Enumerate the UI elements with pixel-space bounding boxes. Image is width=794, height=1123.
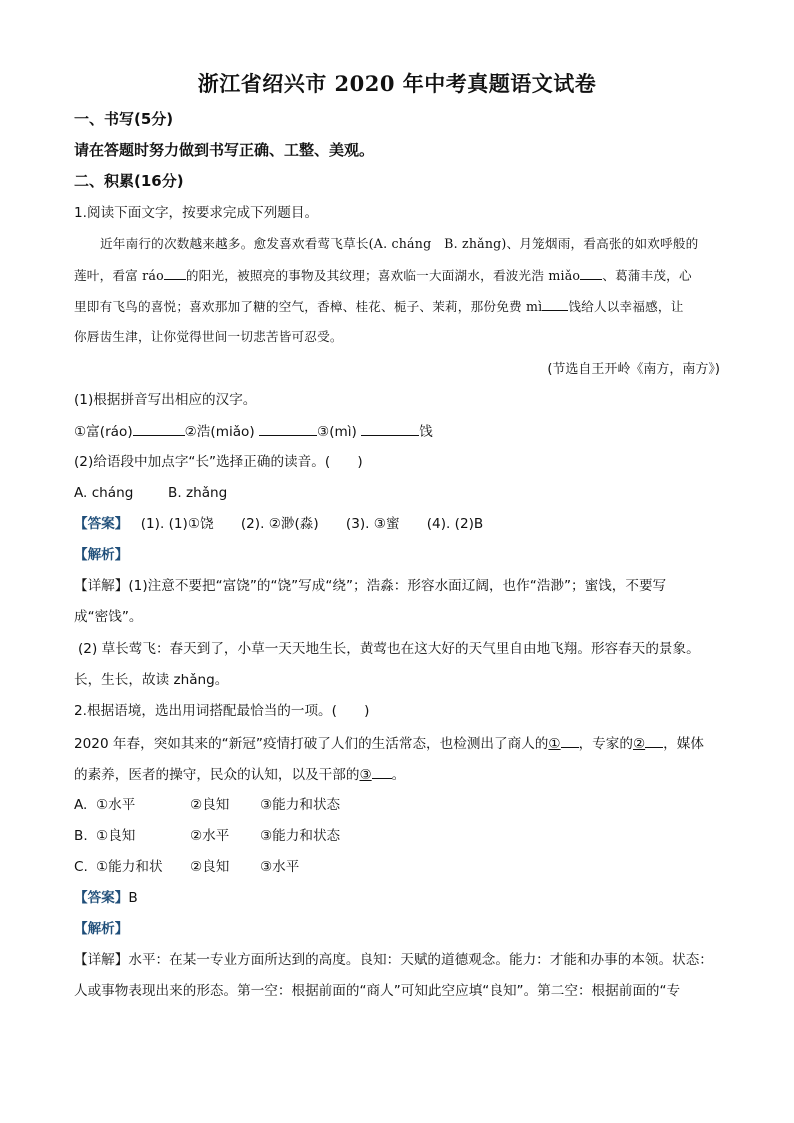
option-choice-1: ①能力和状 [96,859,163,875]
option-choice-1: ①水平 [96,797,136,813]
blank-marker-1: ① [548,736,561,752]
answer-blank-1[interactable] [133,421,185,436]
answer-label: 【答案】 [74,516,129,532]
context-blank-1[interactable] [561,733,579,748]
q2-option-a[interactable] [74,795,340,815]
context-text: 2020 年春，突如其来的“新冠”疫情打破了人们的生活常态，也检测出了商人的 [74,736,549,752]
option-choice-2: ②良知 [190,797,230,813]
q2-context-line-2 [74,764,405,785]
option-b[interactable]: B. zhǎng [168,485,228,501]
analysis-label: 【解析】 [74,921,129,937]
fill-label-2: ②浩(miǎo) [184,424,255,440]
option-choice-1: ①良知 [96,828,136,844]
blank-marker-2: ② [632,736,646,752]
q1-options [74,483,227,503]
passage-text: 饯给人以幸福感，让 [568,299,684,314]
blank-3[interactable] [542,296,568,311]
option-choice-2: ②水平 [190,828,230,844]
context-text: ，专家的 [578,736,633,752]
q1-detail-line-4: 长，生长，故读 zhǎng。 [74,672,229,688]
q2-answer [74,888,138,908]
option-letter: B. [74,828,88,844]
blank-marker-3: ③ [359,767,372,783]
option-letter: C. [74,859,88,875]
option-choice-3: ③能力和状态 [260,797,341,813]
q1-prompt: 1.阅读下面文字，按要求完成下列题目。 [74,205,319,221]
answer-label: 【答案】 [74,890,129,906]
q2-option-b[interactable] [74,826,340,846]
q1-detail-line-2: 成“密饯”。 [74,609,143,625]
section-1-instruction: 请在答题时努力做到书写正确、工整、美观。 [74,141,375,159]
fill-tail: 饯 [419,424,433,440]
fill-label-3: ③(mì) [317,424,357,440]
option-a[interactable]: A. cháng [74,485,134,501]
passage-text: 莲叶，看富 ráo [74,268,164,283]
passage-text: 、葛蒲丰茂，心 [602,268,692,283]
q1-analysis [74,545,128,565]
q1-source: (节选自王开岭《南方，南方》) [547,362,720,377]
option-choice-3: ③水平 [260,859,300,875]
answer-blank-2[interactable] [259,421,317,436]
q2-analysis [74,919,128,939]
section-2-heading: 二、积累(16分) [74,172,184,190]
page-title: 浙江省绍兴市 2020 年中考真题语文试卷 [197,71,597,96]
q1-passage-line-2 [74,265,692,286]
q2-context-line-1 [74,733,704,754]
q1-sub2: (2)给语段中加点字“长”选择正确的读音。( ) [74,454,363,470]
option-choice-2: ②良知 [190,859,230,875]
context-text: ，媒体 [663,736,704,752]
q1-detail-line-3: (2) 草长莺飞：春天到了，小草一天天地生长，黄莺也在这大好的天气里自由地飞翔。形容春天的景象。 [78,641,700,657]
option-letter: A. [74,797,88,813]
q1-passage-line-3 [74,296,684,317]
q1-answer [74,514,483,534]
answer-blank-3[interactable] [361,421,419,436]
blank-1[interactable] [164,265,186,280]
q1-sub1-fill [74,421,433,442]
answer-text: (1). (1)①饶 (2). ②渺(淼) (3). ③蜜 (4). (2)B [140,516,484,532]
passage-text: 的阳光，被照亮的事物及其纹理；喜欢临一大面湖水，看波光浩 miǎo [185,268,581,283]
answer-text: B [128,890,138,906]
fill-label-1: ①富(ráo) [74,424,133,440]
q2-detail-line-1: 【详解】水平：在某一专业方面所达到的高度。良知：天赋的道德观念。能力：才能和办事的本领。状态： [74,952,713,968]
q1-passage-line-1: 近年南行的次数越来越多。愈发喜欢看莺飞草长(A. cháng B. zhǎng)、月笼烟雨，看高张的如欢呼般的 [100,236,699,251]
blank-2[interactable] [580,265,602,280]
q2-option-c[interactable] [74,857,299,877]
passage-text: 里即有飞鸟的喜悦；喜欢那加了糖的空气，香樟、桂花、栀子、茉莉，那份免费 mì [74,299,543,314]
context-blank-3[interactable] [372,764,392,779]
q1-sub1: (1)根据拼音写出相应的汉字。 [74,392,257,408]
context-blank-2[interactable] [645,733,663,748]
section-1-heading: 一、书写(5分) [74,110,174,128]
q1-passage-line-4: 你唇齿生津，让你觉得世间一切悲苦皆可忍受。 [74,329,343,344]
option-choice-3: ③能力和状态 [260,828,341,844]
q2-prompt: 2.根据语境，选出用词搭配最恰当的一项。( ) [74,703,370,719]
analysis-label: 【解析】 [74,547,129,563]
q2-detail-line-2: 人或事物表现出来的形态。第一空：根据前面的“商人”可知此空应填“良知”。第二空：根据前面的“专 [74,983,681,999]
context-text: 。 [391,767,406,783]
context-text: 的素养，医者的操守，民众的认知，以及干部的 [74,767,360,783]
q1-detail-line-1: 【详解】(1)注意不要把“富饶”的“饶”写成“绕”；浩淼：形容水面辽阔，也作“浩渺”；蜜饯，不要写 [74,578,667,594]
